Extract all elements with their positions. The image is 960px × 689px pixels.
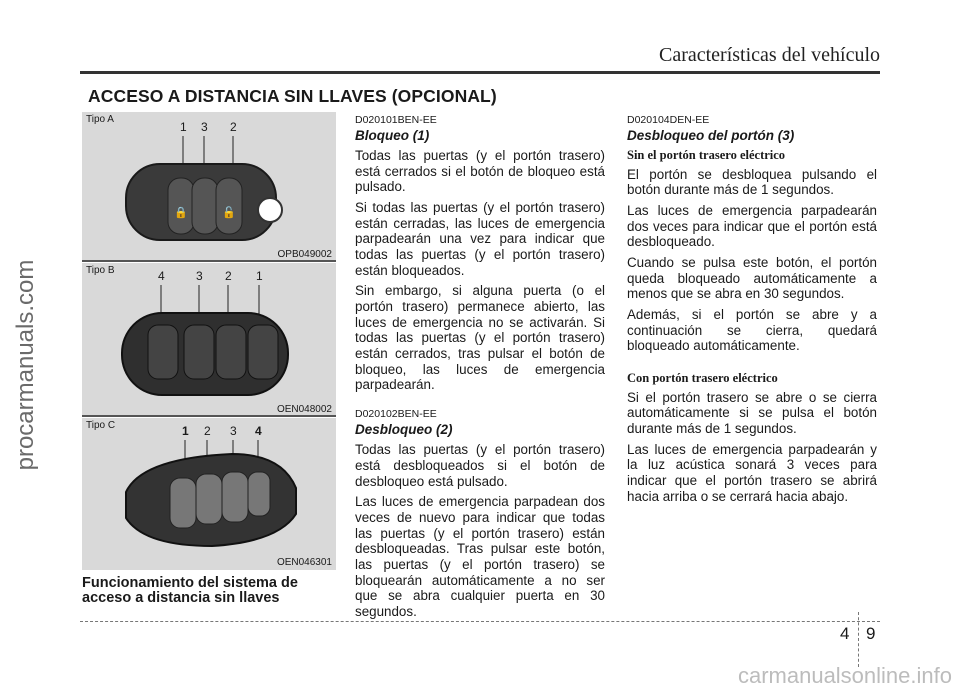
callout-number: 3 [230, 424, 237, 438]
paragraph: Las luces de emergencia parpadearán dos veces para indicar que el portón está desbloqueado. [627, 203, 877, 250]
callout-number: 4 [158, 269, 165, 283]
callout-number: 1 [180, 120, 187, 134]
figure-panel-tipo-b [82, 263, 336, 417]
svg-text:🔒: 🔒 [174, 206, 188, 219]
watermark-side[interactable]: procarmanuals.com [12, 259, 39, 471]
callout-number: 3 [196, 269, 203, 283]
paragraph: El portón se desbloquea pulsando el botón durante más de 1 segundos. [627, 166, 877, 198]
callout-number: 2 [204, 424, 211, 438]
paragraph: Todas las puertas (y el portón trasero) está cerrados si el botón de bloqueo está pulsado. [355, 148, 605, 195]
callout-number: 2 [225, 269, 232, 283]
svg-text:🔓: 🔓 [222, 206, 236, 219]
figure-panel-tipo-c [82, 418, 336, 570]
figure-caption: Funcionamiento del sistema de acceso a distancia sin llaves [82, 575, 298, 607]
watermark-bottom[interactable]: carmanualsonline.info [737, 663, 952, 688]
callout-number: 1 [256, 269, 263, 283]
subsection-heading: Con portón trasero eléctrico [627, 371, 778, 386]
subsection-heading: Sin el portón trasero eléctrico [627, 148, 786, 163]
page-number: 9 [866, 624, 876, 643]
callout-number: 2 [230, 120, 237, 134]
key-fob-illustration-b [82, 263, 336, 417]
paragraph: Sin embargo, si alguna puerta (o el portón trasero) permanece abierto, las luces de emergencia no se activarán. Si todas las puertas (y el portón trasero) están cerrados, tras pulsar el botón de bloqueo, las luces de emergencia parpadearán. [355, 283, 605, 393]
footer-rule [80, 621, 880, 622]
chapter-title: Características del vehículo [658, 44, 880, 66]
section-code: D020101BEN-EE [355, 114, 437, 126]
subsection-title: Bloqueo (1) [355, 128, 430, 144]
figure-code: OPB049002 [277, 249, 332, 260]
callout-number: 3 [201, 120, 208, 134]
figure-code: OEN046301 [276, 557, 332, 568]
column-lock-unlock [355, 114, 605, 625]
section-code: D020102BEN-EE [355, 408, 437, 421]
paragraph: Además, si el portón se abre y a continuación se cierra, quedará bloqueado automáticamente. [627, 307, 877, 354]
paragraph: Cuando se pulsa este botón, el portón queda bloqueado automáticamente a menos que se abra en 30 segundos. [627, 255, 877, 302]
figure-panel-tipo-a [82, 112, 336, 262]
paragraph: Las luces de emergencia parpadearán y la luz acústica sonará 3 veces para indicar que el portón trasero se abrirá hacia arriba o se cerrará hacia abajo. [627, 441, 877, 504]
section-code: D020104DEN-EE [627, 114, 710, 126]
figure-code: OEN048002 [276, 404, 332, 415]
callout-number: 4 [255, 424, 262, 438]
key-fob-illustration-c [82, 418, 336, 570]
subsection-title: Desbloqueo del portón (3) [627, 128, 795, 144]
column-tailgate [627, 114, 877, 509]
paragraph: Si el portón trasero se abre o se cierra automáticamente si se pulsa el botón durante más de 1 segundos. [627, 389, 877, 437]
figure-label: Tipo B [86, 265, 115, 276]
paragraph: Todas las puertas (y el portón trasero) está desbloqueados si el botón de desbloqueo está pulsado. [355, 442, 605, 489]
paragraph: Las luces de emergencia parpadean dos veces de nuevo para indicar que todas las puertas (y el portón trasero) están desbloqueadas. Tras pulsar este botón, las puertas (y el portón trasero) se bloquearán automáticamente a no ser que se abra cualquier puerta en 30 segundos. [355, 494, 605, 619]
callout-number: 1 [182, 424, 189, 438]
footer-divider [858, 612, 860, 667]
paragraph: Si todas las puertas (y el portón trasero) están cerradas, las luces de emergencia parpadearán una vez para indicar que todas las puertas (y el portón trasero) están bloqueados. [355, 200, 605, 278]
key-fob-illustration-a [82, 112, 336, 262]
figure-label: Tipo C [86, 420, 116, 431]
subsection-title: Desbloqueo (2) [355, 422, 453, 438]
header-rule [80, 71, 880, 74]
section-heading: ACCESO A DISTANCIA SIN LLAVES (OPCIONAL) [88, 86, 497, 106]
figure-label: Tipo A [86, 114, 114, 125]
chapter-number: 4 [840, 624, 850, 643]
